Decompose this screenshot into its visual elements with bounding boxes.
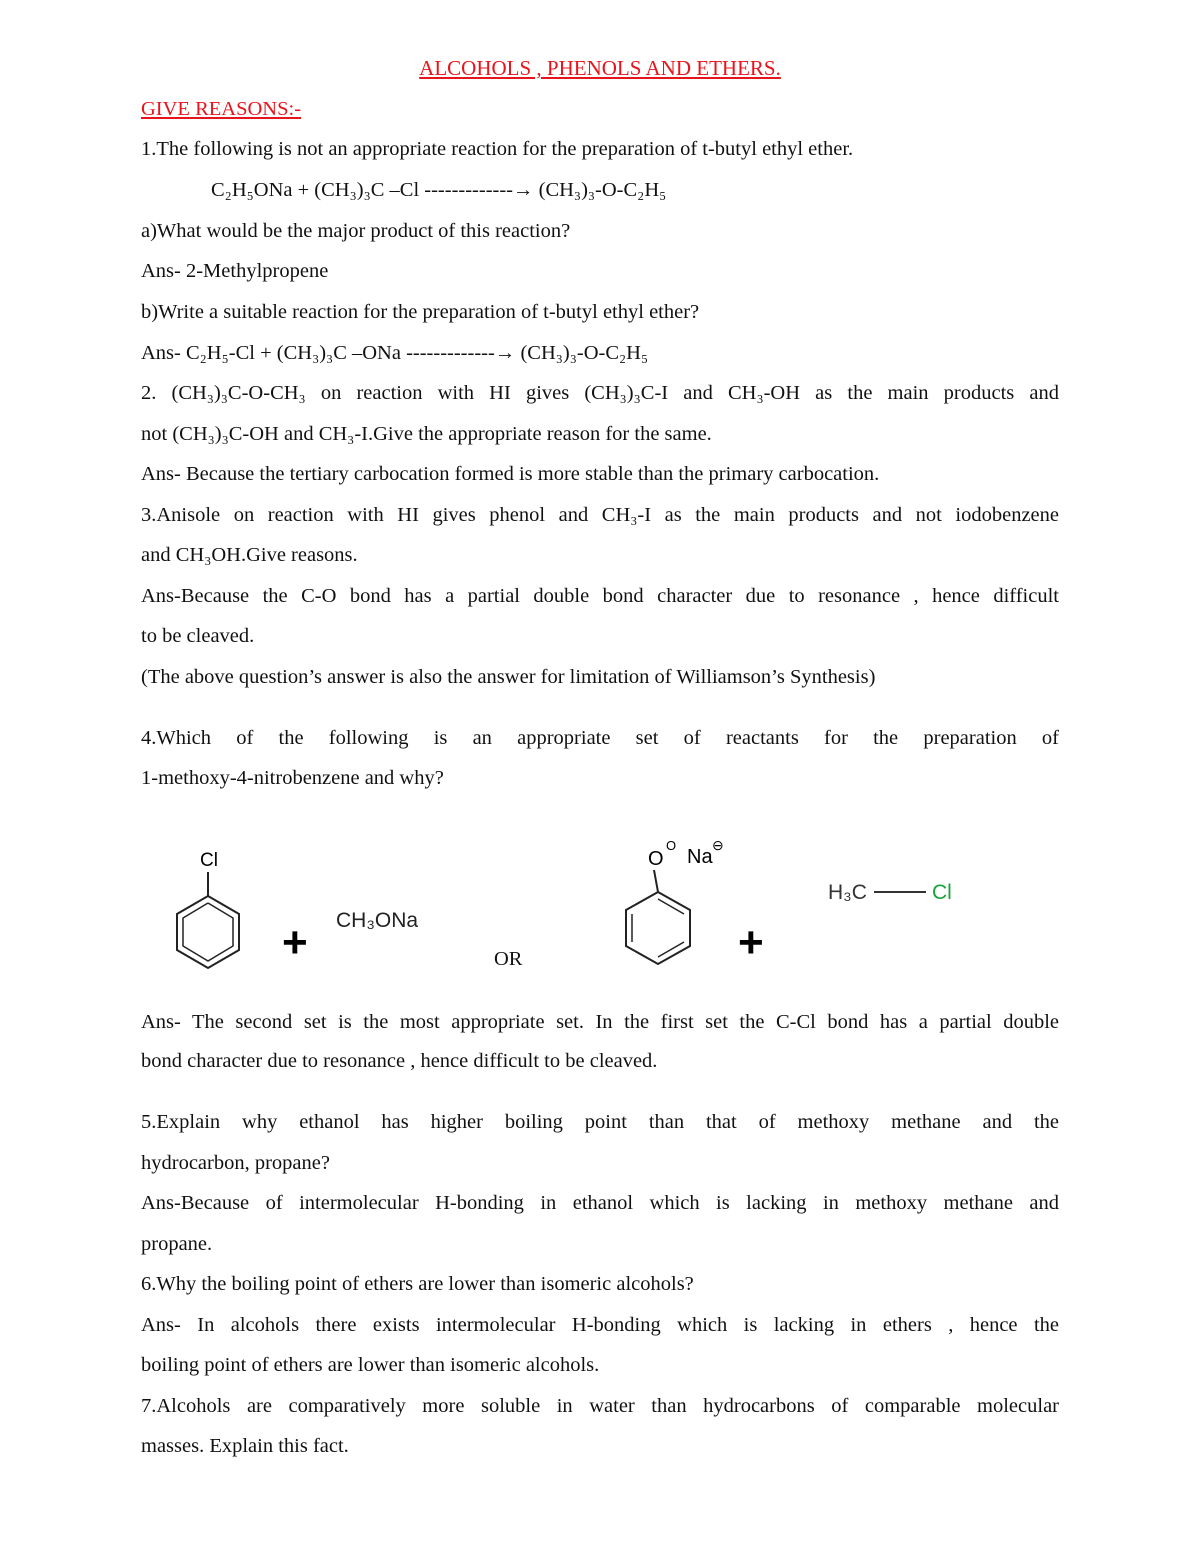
q6-answer-line2: boiling point of ethers are lower than isomeric alcohols. (141, 1354, 600, 1376)
q4-answer-line1: Ans- The second set is the most appropriate set. In the first set the C-Cl bond has a partial double (141, 1011, 1059, 1033)
sodium-methoxide-label: CH₃ONa (336, 909, 419, 932)
plus-sign-2: + (738, 918, 764, 967)
q5-answer-line2: propane. (141, 1233, 213, 1255)
svg-text:Na: Na (687, 846, 713, 868)
svg-text:Cl: Cl (932, 881, 952, 904)
q3-answer-line2: to be cleaved. (141, 625, 255, 647)
or-label: OR (494, 948, 523, 970)
q3-question-line1: 3.Anisole on reaction with HI gives phenol and CH₃-I as the main products and not iodobenzene (141, 504, 1059, 526)
svg-text:H₃C: H₃C (828, 881, 867, 904)
q2-question-line1: 2. (CH₃)₃C-O-CH₃ on reaction with HI gives (CH₃)₃C-I and CH₃-OH as the main products and (141, 382, 1059, 404)
page-title: ALCOHOLS , PHENOLS AND ETHERS. (419, 56, 781, 80)
q5-question-line1: 5.Explain why ethanol has higher boiling point than that of methoxy methane and the (141, 1111, 1059, 1133)
chloromethane-structure (828, 881, 952, 904)
q1-reaction: C₂H₅ONa + (CH₃)₃C –Cl -------------→ (CH₃)₃-O-C₂H₅ (211, 179, 667, 201)
q1-answer-a: Ans- 2-Methylpropene (141, 260, 329, 282)
q5-question-line2: hydrocarbon, propane? (141, 1152, 330, 1174)
q1-question: 1.The following is not an appropriate reaction for the preparation of t-butyl ethyl ether. (141, 138, 854, 160)
q4-question-line2: 1-methoxy-4-nitrobenzene and why? (141, 767, 444, 789)
q1-answer-b: Ans- C₂H₅-Cl + (CH₃)₃C –ONa -------------→ (CH₃)₃-O-C₂H₅ (141, 342, 649, 364)
q2-answer: Ans- Because the tertiary carbocation formed is more stable than the primary carbocation. (141, 463, 880, 485)
q1-part-b: b)Write a suitable reaction for the preparation of t-butyl ethyl ether? (141, 301, 700, 323)
q7-question-line2: masses. Explain this fact. (141, 1435, 349, 1457)
q3-note: (The above question’s answer is also the answer for limitation of Williamson’s Synthesis) (141, 666, 876, 688)
q3-answer-line1: Ans-Because the C-O bond has a partial double bond character due to resonance , hence difficult (141, 585, 1059, 607)
q7-question-line1: 7.Alcohols are comparatively more soluble in water than hydrocarbons of comparable molecular (141, 1395, 1059, 1417)
q1-part-a: a)What would be the major product of this reaction? (141, 220, 571, 242)
svg-text:O: O (666, 838, 677, 853)
q3-question-line2: and CH₃OH.Give reasons. (141, 544, 358, 566)
sodium-phenoxide-structure (626, 837, 724, 964)
reactant-sets-figure (160, 830, 980, 980)
svg-text:O: O (648, 848, 664, 870)
q5-answer-line1: Ans-Because of intermolecular H-bonding in ethanol which is lacking in methoxy methane and (141, 1192, 1059, 1214)
q2-question-line2: not (CH₃)₃C-OH and CH₃-I.Give the appropriate reason for the same. (141, 423, 712, 445)
q4-question-line1: 4.Which of the following is an appropriate set of reactants for the preparation of (141, 727, 1059, 749)
plus-sign-1: + (282, 918, 308, 967)
q6-question: 6.Why the boiling point of ethers are lower than isomeric alcohols? (141, 1273, 694, 1295)
svg-text:⊖: ⊖ (712, 837, 724, 853)
svg-text:Cl: Cl (200, 850, 218, 871)
section-heading: GIVE REASONS:- (141, 98, 302, 120)
q4-answer-line2: bond character due to resonance , hence difficult to be cleaved. (141, 1050, 658, 1072)
chlorobenzene-structure (177, 850, 239, 968)
q6-answer-line1: Ans- In alcohols there exists intermolecular H-bonding which is lacking in ethers , hence the (141, 1314, 1059, 1336)
